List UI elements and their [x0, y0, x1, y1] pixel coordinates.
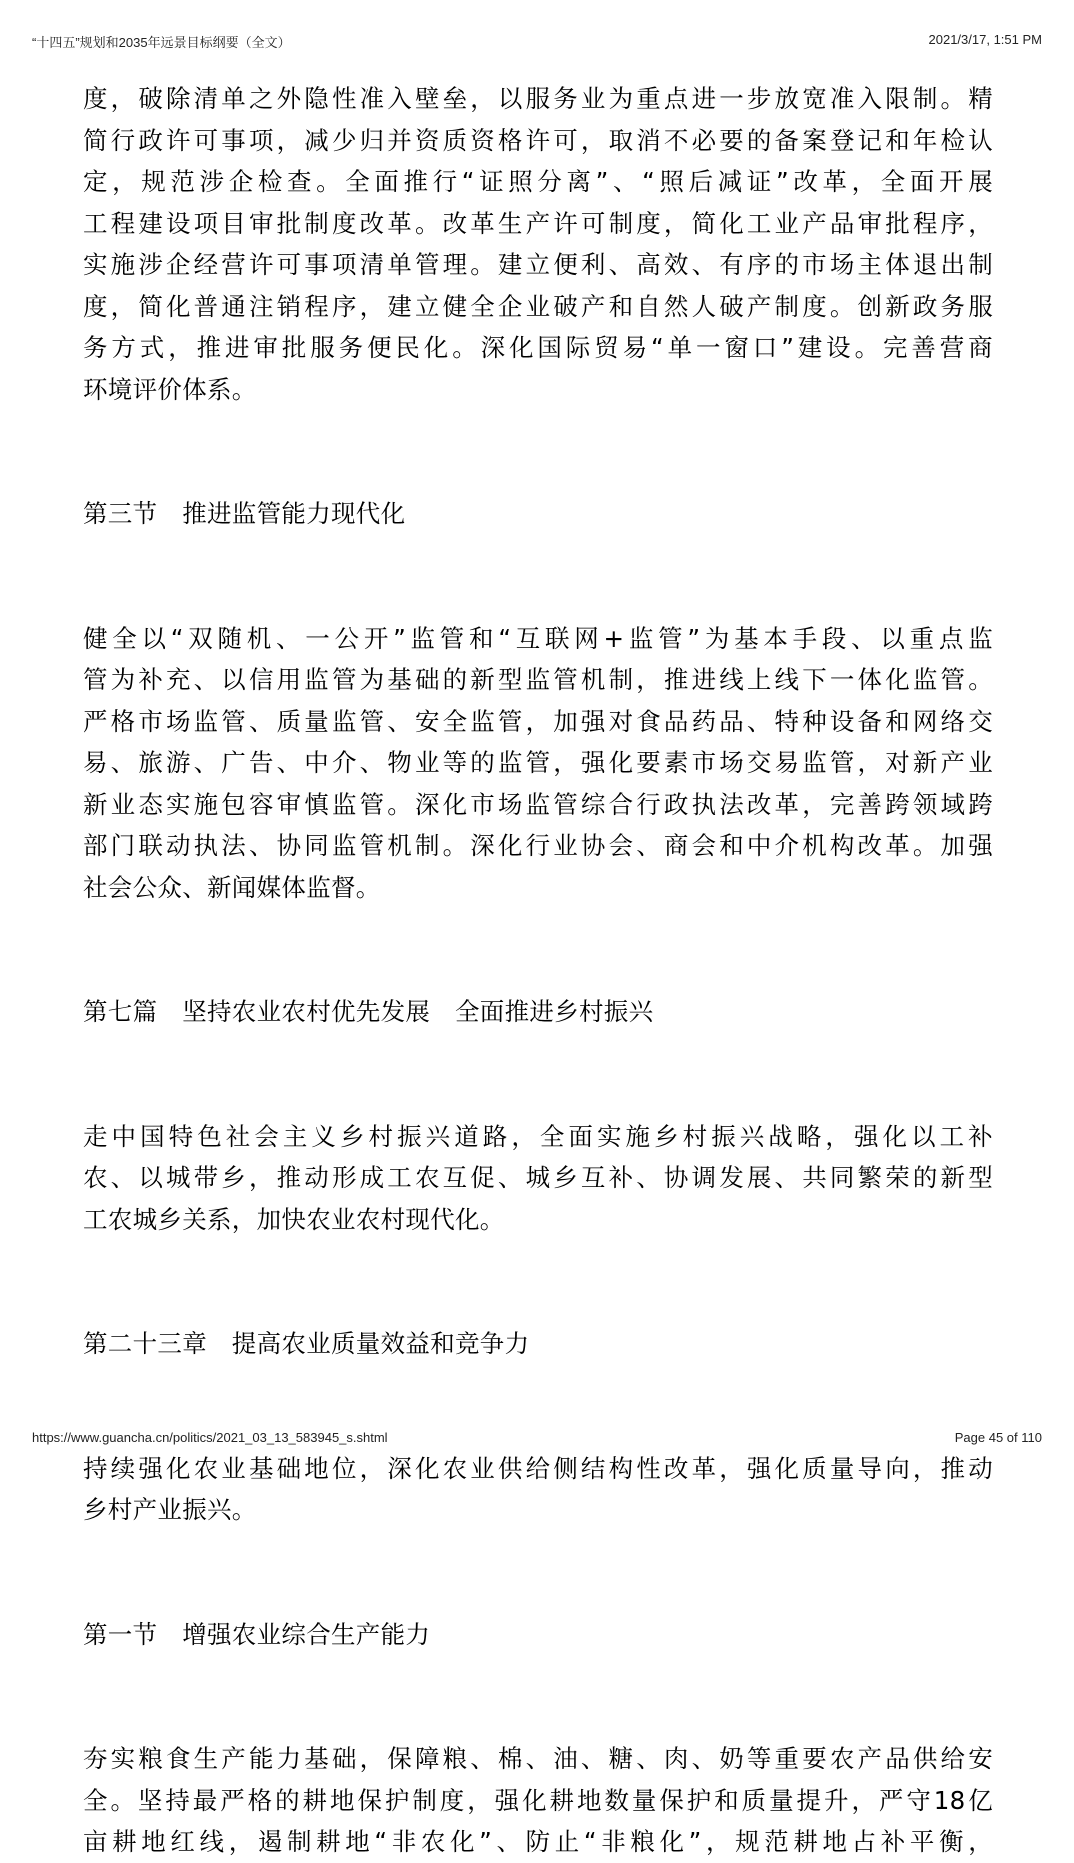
heading-text: 第三节 推进监管能力现代化	[83, 499, 406, 528]
print-datetime: 2021/3/17, 1:51 PM	[928, 32, 1042, 47]
chapter-heading	[83, 1240, 993, 1448]
paragraph-agriculture-foundation	[83, 1448, 993, 1531]
text-line: 务方式，推进审批服务便民化。深化国际贸易“单一窗口”建设。完善营商	[83, 333, 993, 362]
text-line: 亩耕地红线，遏制耕地“非农化”、防止“非粮化”，规范耕地占补平衡，	[83, 1827, 993, 1856]
text-line: 定，规范涉企检查。全面推行“证照分离”、“照后减证”改革，全面开展	[83, 167, 993, 196]
text-line: 全。坚持最严格的耕地保护制度，强化耕地数量保护和质量提升，严守18亿	[83, 1785, 993, 1815]
print-footer	[0, 1430, 1074, 1448]
text-line: 严格市场监管、质量监管、安全监管，加强对食品药品、特种设备和网络交	[83, 706, 993, 736]
paragraph-rural-revitalization	[83, 1116, 993, 1241]
heading-text: 第七篇 坚持农业农村优先发展 全面推进乡村振兴	[83, 997, 654, 1026]
paragraph-regulation	[83, 618, 993, 909]
print-header	[0, 32, 1074, 50]
text-line: 持续强化农业基础地位，深化农业供给侧结构性改革，强化质量导向，推动	[83, 1453, 993, 1483]
text-line: 社会公众、新闻媒体监督。	[83, 872, 381, 902]
section-heading	[83, 1531, 993, 1739]
text-line: 农、以城带乡，推动形成工农互促、城乡互补、协调发展、共同繁荣的新型	[83, 1163, 993, 1192]
text-line: 部门联动执法、协同监管机制。深化行业协会、商会和中介机构改革。加强	[83, 831, 993, 860]
text-line: 环境评价体系。	[83, 374, 257, 404]
document-title: “十四五”规划和2035年远景目标纲要（全文）	[32, 35, 291, 50]
article-body	[83, 78, 993, 1863]
paragraph-business-environment	[83, 78, 993, 410]
text-line: 新业态实施包容审慎监管。深化市场监管综合行政执法改革，完善跨领域跨	[83, 789, 993, 819]
text-line: 乡村产业振兴。	[83, 1495, 257, 1524]
source-url: https://www.guancha.cn/politics/2021_03_13_583945_s.shtml	[32, 1430, 388, 1445]
text-line: 管为补充、以信用监管为基础的新型监管机制，推进线上线下一体化监管。	[83, 665, 993, 694]
text-line: 易、旅游、广告、中介、物业等的监管，强化要素市场交易监管，对新产业	[83, 748, 993, 777]
text-line: 工农城乡关系，加快农业农村现代化。	[83, 1204, 505, 1234]
text-line: 走中国特色社会主义乡村振兴道路，全面实施乡村振兴战略，强化以工补	[83, 1121, 993, 1151]
text-line: 实施涉企经营许可事项清单管理。建立便利、高效、有序的市场主体退出制	[83, 250, 993, 279]
paragraph-production-capacity	[83, 1738, 993, 1863]
part-heading	[83, 908, 993, 1116]
text-line: 健全以“双随机、一公开”监管和“互联网+监管”为基本手段、以重点监	[83, 623, 993, 653]
page-number: Page 45 of 110	[954, 1430, 1042, 1445]
text-line: 简行政许可事项，减少归并资质资格许可，取消不必要的备案登记和年检认	[83, 125, 993, 155]
section-heading	[83, 410, 993, 618]
text-line: 夯实粮食生产能力基础，保障粮、棉、油、糖、肉、奶等重要农产品供给安	[83, 1744, 993, 1773]
text-line: 工程建设项目审批制度改革。改革生产许可制度，简化工业产品审批程序，	[83, 208, 993, 238]
heading-text: 第一节 增强农业综合生产能力	[83, 1619, 431, 1649]
text-line: 度，简化普通注销程序，建立健全企业破产和自然人破产制度。创新政务服	[83, 291, 993, 321]
heading-text: 第二十三章 提高农业质量效益和竞争力	[83, 1329, 530, 1358]
text-line: 度，破除清单之外隐性准入壁垒，以服务业为重点进一步放宽准入限制。精	[83, 84, 993, 113]
